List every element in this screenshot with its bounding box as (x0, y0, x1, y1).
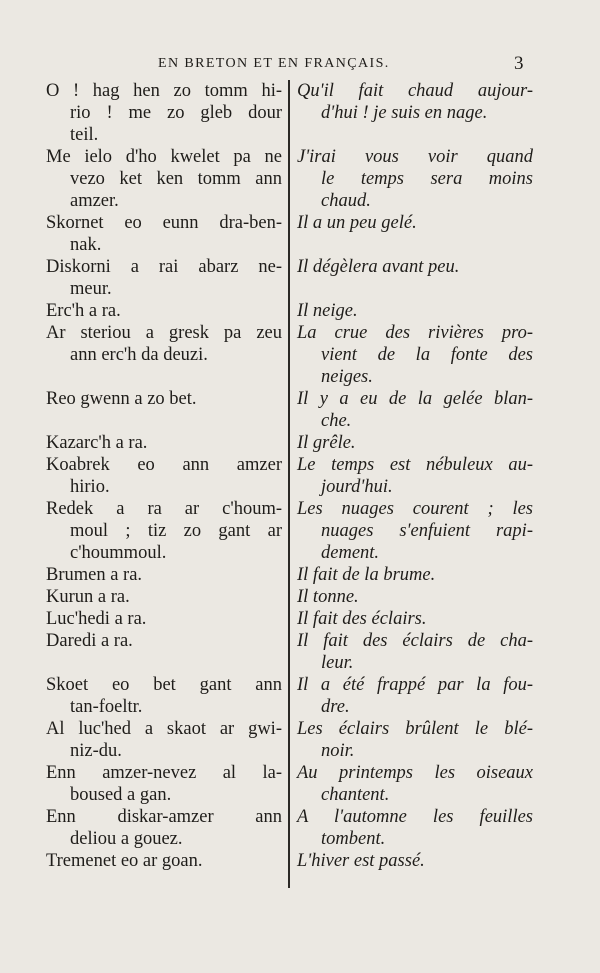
breton-entry (46, 146, 282, 212)
breton-line: Redek a ra ar c'houm- (46, 499, 282, 519)
breton-entry (46, 432, 282, 454)
french-line: L'hiver est passé. (297, 851, 425, 871)
breton-line: Enn amzer-nevez al la- (46, 763, 282, 783)
french-entry (297, 454, 533, 498)
french-entry (297, 212, 533, 234)
french-line: Il tonne. (297, 587, 359, 607)
french-line: dement. (321, 543, 380, 563)
french-line: Il fait des éclairs de cha- (297, 631, 533, 651)
french-line: nuages s'enfuient rapi- (321, 521, 533, 541)
french-line: d'hui ! je suis en nage. (321, 103, 488, 123)
french-line: chaud. (321, 191, 371, 211)
french-entry (297, 498, 533, 564)
breton-line: niz-du. (70, 741, 122, 761)
header-title: EN BRETON ET EN FRANÇAIS. (158, 56, 390, 71)
page-number: 3 (514, 53, 524, 74)
french-line: Les nuages courent ; les (297, 499, 533, 519)
french-line: jourd'hui. (321, 477, 393, 497)
breton-entry (46, 322, 282, 366)
breton-entry (46, 674, 282, 718)
breton-entry (46, 564, 282, 586)
column-divider (288, 80, 290, 888)
french-line: tombent. (321, 829, 386, 849)
french-line: A l'automne les feuilles (297, 807, 533, 827)
breton-line: vezo ket ken tomm ann (70, 169, 282, 189)
breton-entry (46, 718, 282, 762)
breton-line: hirio. (70, 477, 110, 497)
french-line: Il fait de la brume. (297, 565, 436, 585)
breton-line: amzer. (70, 191, 119, 211)
breton-line: Tremenet eo ar goan. (46, 851, 203, 871)
breton-entry (46, 806, 282, 850)
breton-line: Skoet eo bet gant ann (46, 675, 282, 695)
breton-line: Koabrek eo ann amzer (46, 455, 282, 475)
french-line: Il a un peu gelé. (297, 213, 417, 233)
breton-line: Kurun a ra. (46, 587, 130, 607)
french-line: neiges. (321, 367, 373, 387)
french-line: vient de la fonte des (321, 345, 533, 365)
french-line: Il neige. (297, 301, 358, 321)
breton-entry (46, 454, 282, 498)
breton-line: c'hoummoul. (70, 543, 167, 563)
breton-entry (46, 80, 282, 146)
french-entry (297, 718, 533, 762)
breton-line: Me ielo d'ho kwelet pa ne (46, 147, 282, 167)
breton-line: Skornet eo eunn dra-ben- (46, 213, 282, 233)
french-entry (297, 322, 533, 388)
french-entry (297, 586, 533, 608)
running-header (0, 53, 600, 78)
french-line: Au printemps les oiseaux (297, 763, 533, 783)
french-entry (297, 806, 533, 850)
breton-line: Erc'h a ra. (46, 301, 121, 321)
breton-line: Daredi a ra. (46, 631, 133, 651)
breton-entry (46, 850, 282, 872)
french-line: J'irai vous voir quand (297, 147, 533, 167)
breton-entry (46, 256, 282, 300)
breton-entry (46, 212, 282, 256)
french-entry (297, 608, 533, 630)
french-line: Il grêle. (297, 433, 356, 453)
breton-entry (46, 300, 282, 322)
breton-entry (46, 630, 282, 652)
french-entry (297, 256, 533, 278)
breton-line: Brumen a ra. (46, 565, 143, 585)
french-line: dre. (321, 697, 350, 717)
breton-line: O ! hag hen zo tomm hi- (46, 81, 282, 101)
french-line: Il a été frappé par la fou- (297, 675, 533, 695)
french-line: Qu'il fait chaud aujour- (297, 81, 533, 101)
breton-entry (46, 586, 282, 608)
breton-line: ann erc'h da deuzi. (70, 345, 208, 365)
french-entry (297, 630, 533, 674)
french-line: che. (321, 411, 352, 431)
breton-entry (46, 608, 282, 630)
french-line: Le temps est nébuleux au- (297, 455, 533, 475)
breton-line: rio ! me zo gleb dour (70, 103, 282, 123)
french-line: Il dégèlera avant peu. (297, 257, 460, 277)
french-entry (297, 300, 533, 322)
breton-line: Diskorni a rai abarz ne- (46, 257, 282, 277)
breton-line: Ar steriou a gresk pa zeu (46, 323, 282, 343)
breton-entry (46, 762, 282, 806)
breton-line: Al luc'hed a skaot ar gwi- (46, 719, 282, 739)
french-line: noir. (321, 741, 355, 761)
french-line: leur. (321, 653, 354, 673)
breton-line: boused a gan. (70, 785, 172, 805)
breton-line: teil. (70, 125, 99, 145)
french-entry (297, 762, 533, 806)
breton-line: meur. (70, 279, 112, 299)
french-entry (297, 80, 533, 124)
breton-entry (46, 498, 282, 564)
french-line: le temps sera moins (321, 169, 533, 189)
breton-line: Luc'hedi a ra. (46, 609, 147, 629)
breton-line: nak. (70, 235, 102, 255)
french-entry (297, 388, 533, 432)
breton-entry (46, 388, 282, 410)
breton-line: Enn diskar-amzer ann (46, 807, 282, 827)
french-line: Il y a eu de la gelée blan- (297, 389, 533, 409)
french-entry (297, 432, 533, 454)
french-entry (297, 564, 533, 586)
french-entry (297, 850, 533, 872)
breton-line: Reo gwenn a zo bet. (46, 389, 197, 409)
french-line: La crue des rivières pro- (297, 323, 533, 343)
french-line: Il fait des éclairs. (297, 609, 427, 629)
french-line: chantent. (321, 785, 390, 805)
breton-line: tan-foeltr. (70, 697, 143, 717)
breton-line: moul ; tiz zo gant ar (70, 521, 282, 541)
breton-line: deliou a gouez. (70, 829, 183, 849)
french-entry (297, 674, 533, 718)
breton-line: Kazarc'h a ra. (46, 433, 148, 453)
french-entry (297, 146, 533, 212)
french-line: Les éclairs brûlent le blé- (297, 719, 533, 739)
